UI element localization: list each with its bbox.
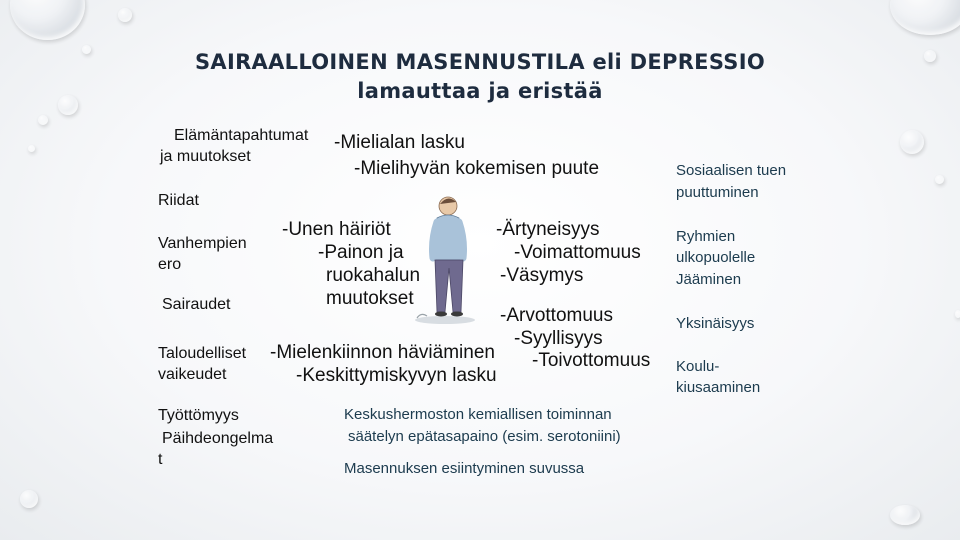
slide-title-line1: SAIRAALLOINEN MASENNUSTILA eli DEPRESSIO [195,50,765,74]
water-droplet [118,8,132,22]
neuro-imbalance-label-cont: säätelyn epätasapaino (esim. serotoniini) [348,428,621,445]
symptom-irritability: -Ärtyneisyys [496,219,600,240]
group-exclusion-label-cont: ulkopuolelle [676,249,756,266]
symptom-worthlessness: -Arvottomuus [500,305,613,326]
life-events-label-cont: ja muutokset [160,148,251,165]
water-droplet [28,145,35,152]
social-support-label: Sosiaalisen tuen [676,162,787,179]
unemployment-label: Työttömyys [158,407,239,424]
symptom-concentration: -Keskittymiskyvyn lasku [296,365,497,386]
symptom-no-pleasure: -Mielihyvän kokemisen puute [354,158,600,179]
group-exclusion-label-cont2: Jääminen [676,271,742,288]
quarrels-label: Riidat [158,192,199,209]
finance-label-cont: vaikeudet [158,366,227,383]
symptom-weight-cont: ruokahalun [326,265,421,286]
symptom-weight: -Painon ja [318,242,404,263]
water-droplet [935,175,944,184]
neuro-imbalance-label: Keskushermoston kemiallisen toiminnan [344,406,612,423]
water-droplet [890,505,920,525]
symptom-sleep: -Unen häiriöt [282,219,391,240]
divorce-label: Vanhempien [158,235,247,252]
symptom-fatigue: -Väsymys [500,265,584,286]
water-droplet [20,490,38,508]
bullying-label-cont: kiusaaminen [676,379,761,396]
heredity-label: Masennuksen esiintyminen suvussa [344,460,585,477]
life-events-label: Elämäntapahtumat [174,127,309,144]
water-droplet [890,0,960,35]
social-support-label-cont: puuttuminen [676,184,759,201]
divorce-label-cont: ero [158,256,182,273]
substance-label-cont: t [158,451,163,468]
water-droplet [955,310,960,318]
symptom-guilt: -Syyllisyys [514,328,603,349]
water-droplet [38,115,48,125]
symptom-mood-drop: -Mielialan lasku [334,132,465,153]
symptom-loss-of-interest: -Mielenkiinnon häviäminen [270,342,495,363]
loneliness-label: Yksinäisyys [676,315,755,332]
water-droplet [900,130,924,154]
symptom-weakness: -Voimattomuus [514,242,641,263]
illnesses-label: Sairaudet [162,296,231,313]
substance-label: Päihdeongelma [162,430,274,447]
finance-label: Taloudelliset [158,345,247,362]
symptom-hopelessness: -Toivottomuus [532,350,651,371]
group-exclusion-label: Ryhmien [676,228,736,245]
slide-title-line2: lamauttaa ja eristää [357,79,603,103]
water-droplet [10,0,85,40]
symptom-weight-cont2: muutokset [326,288,414,309]
bullying-label: Koulu- [676,358,720,375]
